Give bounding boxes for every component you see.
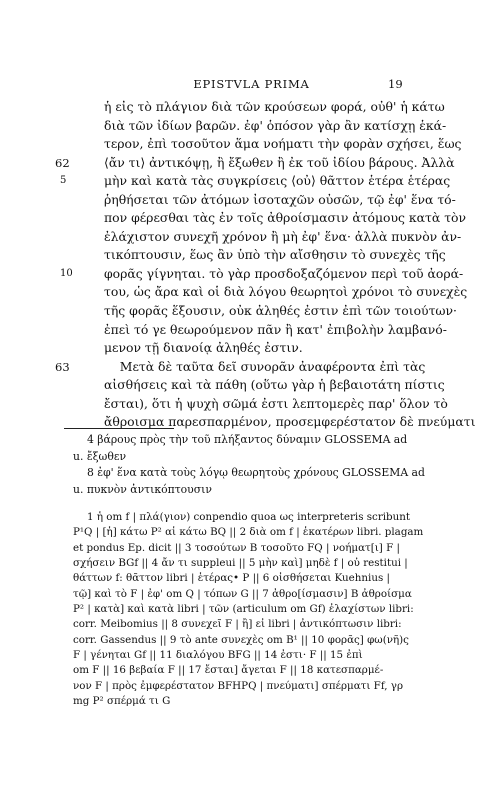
text-line	[60, 172, 451, 191]
line-text: ῥηθήσεται τῶν ἀτόμων ἰσοταχῶν οὐσῶν, τῷ ἐφ' ἕνα τό-	[104, 191, 456, 207]
glossema-line: u. ἔξωθεν	[73, 449, 127, 463]
text-line	[104, 228, 462, 247]
text-line	[104, 413, 476, 432]
footnote-separator-rule	[64, 428, 174, 429]
text-line	[104, 191, 456, 210]
apparatus-line: mg P² σπέρμά τι G	[73, 695, 171, 708]
line-text: ⟨ἄν τι⟩ ἀντικόψῃ, ἢ ἔξωθεν ἢ ἐκ τοῦ ἰδίου βάρους. Ἀλλὰ	[104, 154, 455, 170]
page-number: 19	[388, 77, 403, 91]
line-text: Μετὰ δὲ ταῦτα δεῖ συνορᾶν ἀναφέροντα ἐπὶ τὰς	[104, 358, 426, 374]
text-line	[104, 376, 445, 395]
line-text: τῆς φορᾶς ἕξουσιν, οὐκ ἀληθές ἐστιν ἐπὶ τῶν τοιούτων·	[104, 303, 457, 319]
apparatus-line: 1 ἡ om f | πλά(γιον) conpendio quoa ως interpreteris scribunt	[87, 511, 411, 523]
line-text: μενον τῇ διανοίᾳ ἀληθές ἐστιν.	[104, 340, 303, 356]
text-line	[104, 209, 467, 228]
line-text: ἡ εἰς τὸ πλάγιον διὰ τῶν κρούσεων φορά, οὐθ' ἡ κάτω	[104, 99, 445, 114]
apparatus-line: τῷ] καὶ τὸ F | ἐφ' om Q | τόπων G || 7 ἀθρο[ίσμασιν] B ἀθροίσμα	[73, 587, 412, 600]
apparatus-line: et pondus Ep. dicit || 3 τοσούτων B τοσοῦτο FQ | νοήματ[ι] F |	[73, 541, 400, 554]
margin-number: 5	[60, 175, 67, 187]
text-line	[104, 321, 447, 340]
apparatus-line: om F || 16 βεβαία F || 17 ἔσται] ἄγεται F || 18 κατεσπαρμέ-	[73, 664, 384, 677]
critical-apparatus	[73, 510, 424, 709]
running-header: EPISTVLA PRIMA	[193, 77, 310, 91]
line-text: πον φέρεσθαι τὰς ἐν τοῖς ἀθροίσμασιν ἀτόμους κατὰ τὸν	[104, 210, 467, 226]
line-text: ἔσται), ὅτι ἡ ψυχὴ σῶμά ἐστι λεπτομερὲς παρ' ὅλον τὸ	[104, 395, 448, 411]
line-text: ἐπεὶ τό γε θεωρούμενον πᾶν ἢ κατ' ἐπιβολὴν λαμβανό-	[104, 321, 447, 337]
margin-number: 10	[60, 267, 73, 279]
apparatus-line: corr. Gassendus || 9 τὸ ante συνεχὲς om B¹ || 10 φορᾶς] φω(νῆ)ς	[73, 633, 409, 646]
line-text: μὴν καὶ κατὰ τὰς συγκρίσεις ⟨οὐ⟩ θᾶττον ἑτέρα ἑτέρας	[104, 173, 451, 189]
text-line	[60, 265, 464, 284]
line-text: ἐλάχιστον συνεχῆ χρόνον ἢ μὴ ἐφ' ἕνα· ἀλλὰ πυκνὸν ἀν-	[104, 228, 462, 244]
apparatus-line: θάττων f: θᾶττον libri | ἑτέρας• P || 6 οἰσθήσεται Kuehnius |	[73, 572, 390, 585]
line-text: του, ὡς ἄρα καὶ οἱ διὰ λόγου θεωρητοὶ χρόνοι τὸ συνεχὲς	[104, 284, 468, 300]
main-text	[55, 98, 476, 432]
margin-number: 62	[55, 155, 70, 170]
line-text: αἰσθήσεις καὶ τὰ πάθη (οὕτω γὰρ ἡ βεβαιοτάτη πίστις	[104, 377, 445, 393]
text-line	[104, 117, 447, 136]
text-line	[104, 395, 448, 414]
apparatus-line: P² | κατὰ] καὶ κατὰ libri | τῶν (articulum om Gf) ἐλαχίστων libri:	[73, 603, 414, 616]
text-line	[104, 135, 462, 154]
line-text: ἄθροισμα παρεσπαρμένον, προσεμφερέστατον δὲ πνεύματι	[104, 414, 476, 430]
text-line	[104, 339, 416, 358]
text-line	[104, 283, 468, 302]
line-text: διὰ τῶν ἰδίων βαρῶν. ἐφ' ὁπόσον γὰρ ἂν κατίσχῃ ἑκά-	[104, 117, 447, 133]
apparatus-line: P¹Q | [ἡ] κάτω P² αἱ κάτω BQ || 2 διὰ om f | ἑκατέρων libri. plagam	[73, 526, 424, 539]
margin-number: 63	[55, 359, 70, 374]
line-text: φορᾶς γίγνηται. τὸ γὰρ προσδοξαζόμενον περὶ τοῦ ἀορά-	[104, 265, 464, 281]
glossema-line: u. πυκνὸν ἀντικόπτουσιν	[73, 482, 212, 496]
glossema-line: 4 βάρους πρὸς τὴν τοῦ πλήξαντος δύναμιν GLOSSEMA ad	[87, 433, 408, 446]
line-text: τερον, ἐπὶ τοσοῦτον ἅμα νοήματι τὴν φορὰν σχήσει, ἕως	[104, 136, 462, 152]
apparatus-line: σχήσειν BGf || 4 ἄν τι suppleui || 5 μὴν καὶ] μηδὲ f | οὐ restitui |	[73, 557, 408, 570]
text-line	[104, 246, 446, 265]
apparatus-line: νον F | πρὸς ἐμφερέστατον BFHPQ | πνεύματι] σπέρματι Ff, γρ	[73, 679, 404, 692]
apparatus-line: F | γένηται Gf || 11 διαλόγου BFG || 14 ἐστι· F || 15 ἐπὶ	[73, 649, 363, 662]
line-text: τικόπτουσιν, ἕως ἂν ὑπὸ τὴν αἴσθησιν τὸ συνεχὲς τῆς	[104, 247, 446, 263]
glossema-line: 8 ἐφ' ἕνα κατὰ τοὺς λόγῳ θεωρητοὺς χρόνους GLOSSEMA ad	[87, 466, 425, 479]
text-line	[55, 154, 455, 173]
apparatus-line: corr. Meibomius || 8 συνεχεῖ F | ἢ] εἰ libri | ἀντικόπτωσιν libri:	[73, 618, 402, 631]
text-line	[55, 358, 426, 377]
glossema-notes	[73, 432, 425, 498]
text-line	[104, 98, 445, 117]
text-line	[104, 302, 457, 321]
